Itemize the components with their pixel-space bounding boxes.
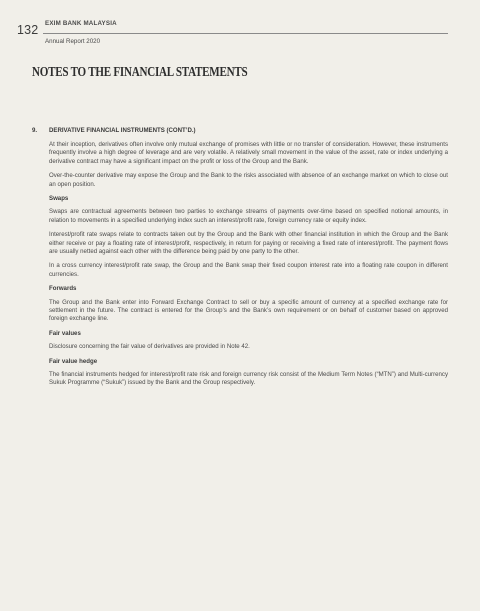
page-title: NOTES TO THE FINANCIAL STATEMENTS	[32, 64, 248, 79]
paragraph: Disclosure concerning the fair value of derivatives are provided in Note 42.	[49, 342, 250, 350]
subheading-forwards: Forwards	[49, 285, 77, 293]
paragraph: The Group and the Bank enter into Forward Exchange Contract to sell or buy a specific amount of currency at a specified exchange rate for settlement in the future. The contract is entered for the Group’s and the Bank’s own requirement or on behalf of customer based on approved foreign exchange line.	[49, 298, 448, 322]
note-section	[32, 127, 448, 394]
subheading-swaps: Swaps	[49, 195, 69, 203]
report-name: Annual Report 2020	[45, 38, 101, 45]
paragraph: The financial instruments hedged for interest/profit rate risk and foreign currency risk consist of the Medium Term Notes (“MTN”) and Multi-currency Sukuk Programme (“Sukuk”) issued by the Bank and the Group respectively.	[49, 370, 448, 386]
paragraph: Interest/profit rate swaps relate to contracts taken out by the Group and the Bank with other financial institution in which the Group and the Bank either receive or pay a floating rate of interest/profit, respectively, in return for paying or receiving a fixed rate of interest/profit. The payment flows are usually netted against each other with the difference being paid by one party to the other.	[49, 231, 448, 255]
paragraph: At their inception, derivatives often involve only mutual exchange of promises with little or no transfer of consideration. However, these instruments frequently involve a high degree of leverage and are very volatile. A relatively small movement in the value of the asset, rate or index underlying a derivative contract may have a significant impact on the profit or loss of the Group and the Bank.	[49, 141, 448, 165]
subheading-fair-values: Fair values	[49, 329, 81, 337]
paragraph: In a cross currency interest/profit rate swap, the Group and the Bank swap their fixed coupon interest rate into a floating rate coupon in different currencies.	[49, 262, 448, 278]
organization-name: EXIM BANK MALAYSIA	[45, 20, 117, 27]
section-header	[32, 127, 448, 135]
subheading-fair-value-hedge: Fair value hedge	[49, 357, 98, 365]
header-divider	[43, 33, 448, 34]
page-number: 132	[17, 23, 39, 37]
section-body	[49, 141, 448, 387]
paragraph: Over-the-counter derivative may expose the Group and the Bank to the risks associated with absence of an exchange market on which to close out an open position.	[49, 172, 448, 188]
section-number: 9.	[32, 127, 38, 134]
section-heading: DERIVATIVE FINANCIAL INSTRUMENTS (CONT’D.)	[49, 127, 196, 134]
paragraph: Swaps are contractual agreements between two parties to exchange streams of payments over-time based on specified notional amounts, in relation to movements in a specified underlying index such an interest/profit rate, foreign currency rate or equity index.	[49, 208, 448, 224]
